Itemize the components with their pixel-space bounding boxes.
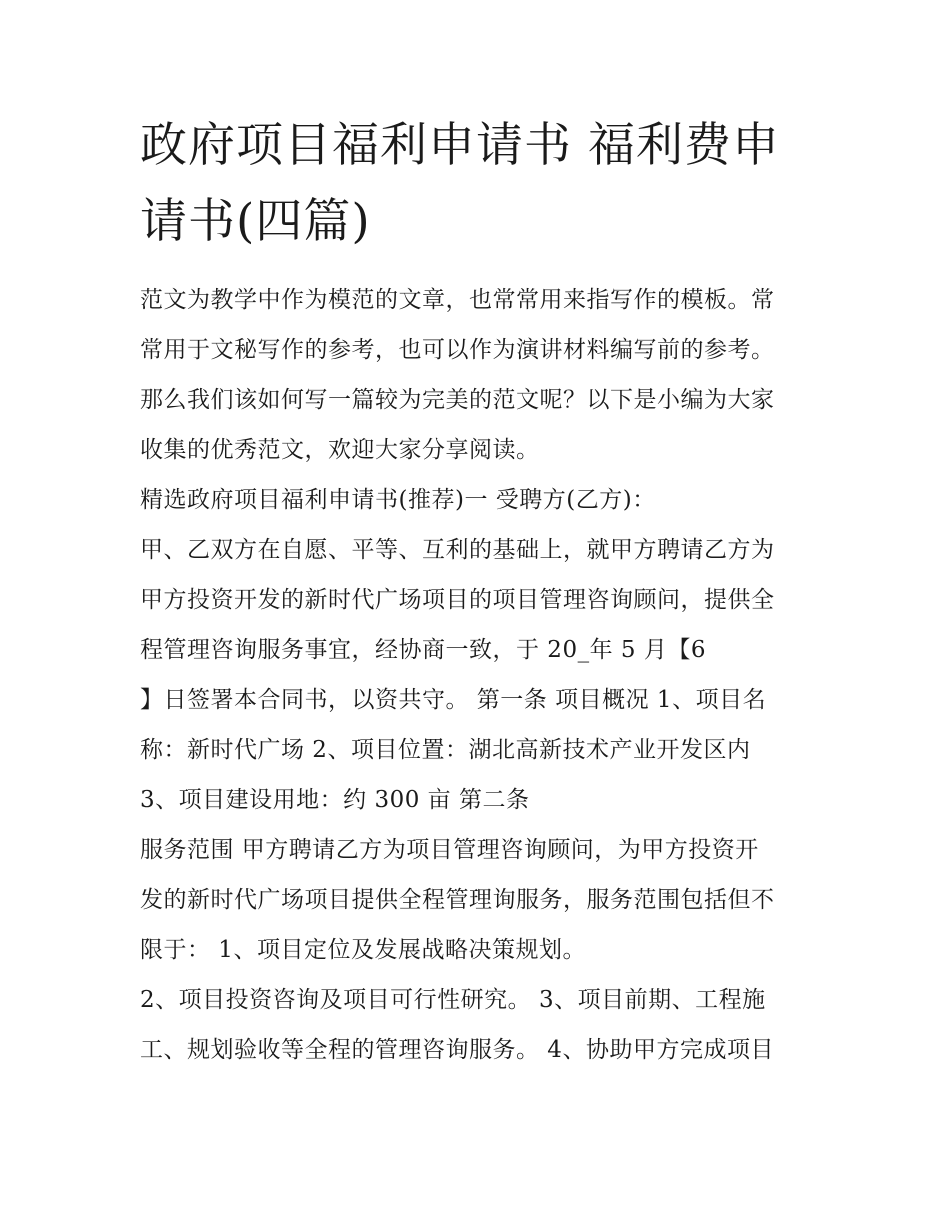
title-line: 政府项目福利申请书 福利费申	[140, 118, 780, 173]
body-line: 甲、乙双方在自愿、平等、互利的基础上，就甲方聘请乙方为	[140, 537, 775, 563]
document-title	[140, 108, 830, 260]
body-line: 范文为教学中作为模范的文章，也常常用来指写作的模板。常	[140, 287, 775, 313]
body-line: 称：新时代广场 2、项目位置：湖北高新技术产业开发区内	[140, 737, 751, 763]
body-line: 发的新时代广场项目提供全程管理询服务，服务范围包括但不	[140, 887, 775, 913]
body-line: 】日签署本合同书，以资共守。 第一条 项目概况 1、项目名	[140, 687, 767, 713]
body-line: 限于： 1、项目定位及发展战略决策规划。	[140, 937, 586, 963]
body-line: 3、项目建设用地：约 300 亩 第二条	[140, 787, 530, 813]
body-line: 常用于文秘写作的参考，也可以作为演讲材料编写前的参考。	[140, 337, 775, 363]
body-line: 程管理咨询服务事宜，经协商一致，于 20_年 5 月【6	[140, 637, 706, 663]
body-line: 精选政府项目福利申请书(推荐)一 受聘方(乙方)：	[140, 487, 656, 513]
body-line: 收集的优秀范文，欢迎大家分享阅读。	[140, 437, 540, 463]
body-line: 甲方投资开发的新时代广场项目的项目管理咨询顾问，提供全	[140, 587, 775, 613]
body-line: 那么我们该如何写一篇较为完美的范文呢？以下是小编为大家	[140, 387, 775, 413]
title-line: 请书(四篇)	[140, 194, 371, 249]
body-line: 2、项目投资咨询及项目可行性研究。 3、项目前期、工程施	[140, 987, 766, 1013]
body-line: 服务范围 甲方聘请乙方为项目管理咨询顾问，为甲方投资开	[140, 837, 759, 863]
document-body	[140, 275, 830, 1075]
body-line: 工、规划验收等全程的管理咨询服务。 4、协助甲方完成项目	[140, 1037, 774, 1063]
